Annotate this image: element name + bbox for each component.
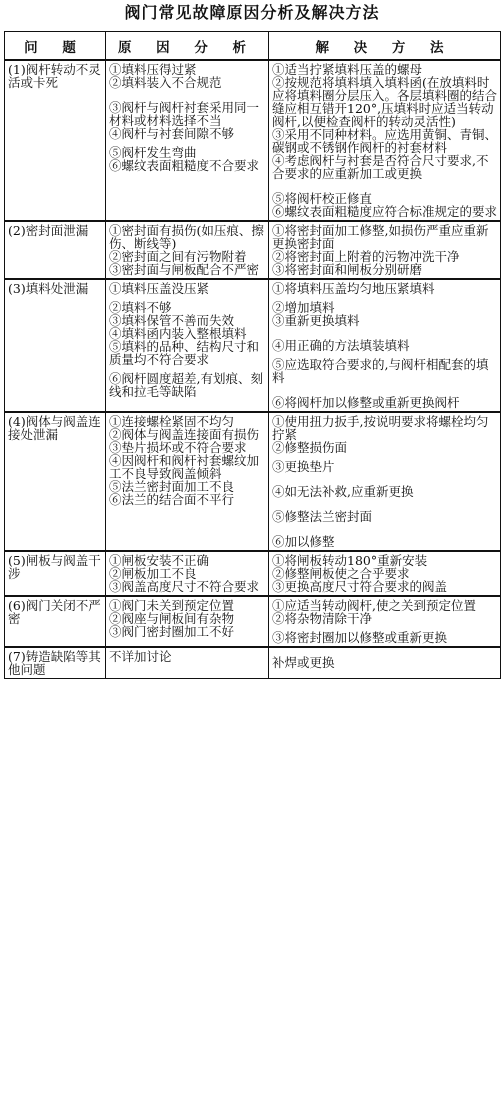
solution-item: ⑥加以修整 [272,534,335,549]
solution-item: ⑤应选取符合要求的,与阀杆相配套的填料 [272,357,489,385]
cause-item: ④因阀杆和阀杆衬套螺纹加工不良导致阀盖倾斜 [109,453,260,481]
table-header-row [5,32,501,61]
cause-cell [106,412,269,551]
table-body [5,60,501,679]
table-row [5,221,501,279]
problem-cell: (4)阀体与阀盖连接处泄漏 [5,412,106,551]
solution-item: ①应适当转动阀杆,使之关到预定位置 [272,598,476,613]
solution-item: ③将密封面和闸板分别研磨 [272,262,423,277]
solution-item: ②将密封面上附着的污物冲洗干净 [272,249,460,264]
table-row [5,279,501,412]
solution-item: ⑥将阀杆加以修整或重新更换阀杆 [272,395,460,410]
solution-item: ②增加填料 [272,300,335,315]
cause-item: ①密封面有损伤(如压痕、擦伤、断线等) [109,223,264,251]
header-cause: 原 因 分 析 [106,32,269,61]
solution-item: ①将密封面加工修整,如损伤严重应重新更换密封面 [272,223,489,251]
header-problem: 问 题 [5,32,106,61]
fault-analysis-table [4,31,501,679]
cause-item: ①填料压得过紧 [109,62,197,77]
table-row [5,551,501,596]
cause-cell [106,551,269,596]
solution-item: ⑥螺纹表面粗糙度应符合标准规定的要求 [272,204,498,219]
solution-item: ④用正确的方法填装填料 [272,338,410,353]
cause-item: ⑥阀杆圆度超差,有划痕、刻线和拉毛等缺陷 [109,371,263,399]
solution-cell [269,412,501,551]
cause-item: ⑤法兰密封面加工不良 [109,479,235,494]
solution-item: ③更换垫片 [272,459,335,474]
cause-item: ②闸板加工不良 [109,566,197,581]
cause-item: ②密封面之间有污物附着 [109,249,247,264]
cause-cell [106,221,269,279]
problem-cell: (5)闸板与阀盖干涉 [5,551,106,596]
solution-cell [269,279,501,412]
cause-item: ⑥法兰的结合面不平行 [109,492,235,507]
solution-item: ②将杂物清除干净 [272,611,373,626]
solution-item: ③更换高度尺寸符合要求的阀盖 [272,579,448,594]
cause-item: ③阀盖高度尺寸不符合要求 [109,579,260,594]
solution-item: ⑤将阀杆校正修直 [272,191,373,206]
document-title: 阀门常见故障原因分析及解决方法 [124,3,380,22]
solution-item: ⑤修整法兰密封面 [272,509,373,524]
solution-cell [269,647,501,679]
cause-item: 不详加讨论 [109,649,172,664]
cause-item: ③阀杆与阀杆衬套采用同一材料或材料选择不当 [109,100,260,128]
solution-item: ④如无法补救,应重新更换 [272,484,414,499]
solution-cell [269,551,501,596]
cause-item: ①填料压盖没压紧 [109,281,210,296]
solution-item: ③将密封圈加以修整或重新更换 [272,630,448,645]
cause-item: ①阀门未关到预定位置 [109,598,235,613]
cause-cell [106,596,269,647]
cause-item: ③密封面与闸板配合不严密 [109,262,260,277]
header-solution: 解 决 方 法 [269,32,501,61]
solution-item: ①使用扭力扳手,按说明要求将螺栓均匀拧紧 [272,414,489,442]
solution-item: ②修整闸板使之合乎要求 [272,566,410,581]
cause-item: ①连接螺栓紧固不均匀 [109,414,235,429]
cause-item: ⑥螺纹表面粗糙度不合要求 [109,158,260,173]
cause-item: ⑤阀杆发生弯曲 [109,145,197,160]
cause-item: ⑤填料的品种、结构尺寸和质量均不符合要求 [109,339,260,367]
solution-item: ③采用不同种材料。应选用黄铜、青铜、碳钢或不锈钢作阀杆的衬套材料 [272,127,498,155]
cause-item: ③阀门密封圈加工不好 [109,624,235,639]
solution-item: ①适当拧紧填料压盖的螺母 [272,62,423,77]
problem-cell: (6)阀门关闭不严密 [5,596,106,647]
solution-item: ③重新更换填料 [272,313,360,328]
solution-cell [269,221,501,279]
solution-item: ②修整损伤面 [272,440,348,455]
solution-item: ②按规范将填料填入填料函(在放填料时应将填料圈分层压入。各层填料圈的结合缝应相互错开120°,压填料时应适当转动阀杆,以便检查阀杆的转动灵活性) [272,75,498,129]
solution-item: 补焊或更换 [272,655,335,670]
cause-item: ②填料装入不合规范 [109,75,222,90]
cause-item: ②阀座与闸板间有杂物 [109,611,235,626]
solution-cell [269,596,501,647]
solution-item: ④考虑阀杆与衬套是否符合尺寸要求,不合要求的应重新加工或更换 [272,153,489,181]
cause-item: ②填料不够 [109,300,172,315]
cause-cell [106,279,269,412]
table-row [5,412,501,551]
cause-item: ②阀体与阀盖连接面有损伤 [109,427,260,442]
problem-cell: (2)密封面泄漏 [5,221,106,279]
cause-cell [106,60,269,221]
cause-cell [106,647,269,679]
problem-cell: (1)阀杆转动不灵活或卡死 [5,60,106,221]
table-row [5,596,501,647]
table-row [5,60,501,221]
cause-item: ④阀杆与衬套间隙不够 [109,126,235,141]
cause-item: ①闸板安装不正确 [109,553,210,568]
solution-item: ①将填料压盖均匀地压紧填料 [272,281,435,296]
solution-item: ①将闸板转动180°重新安装 [272,553,428,568]
cause-item: ③垫片损坏或不符合要求 [109,440,247,455]
cause-item: ④填料函内装入整根填料 [109,326,247,341]
cause-item: ③填料保管不善而失效 [109,313,235,328]
problem-cell: (3)填料处泄漏 [5,279,106,412]
table-row [5,647,501,679]
solution-cell [269,60,501,221]
problem-cell: (7)铸造缺陷等其他问题 [5,647,106,679]
